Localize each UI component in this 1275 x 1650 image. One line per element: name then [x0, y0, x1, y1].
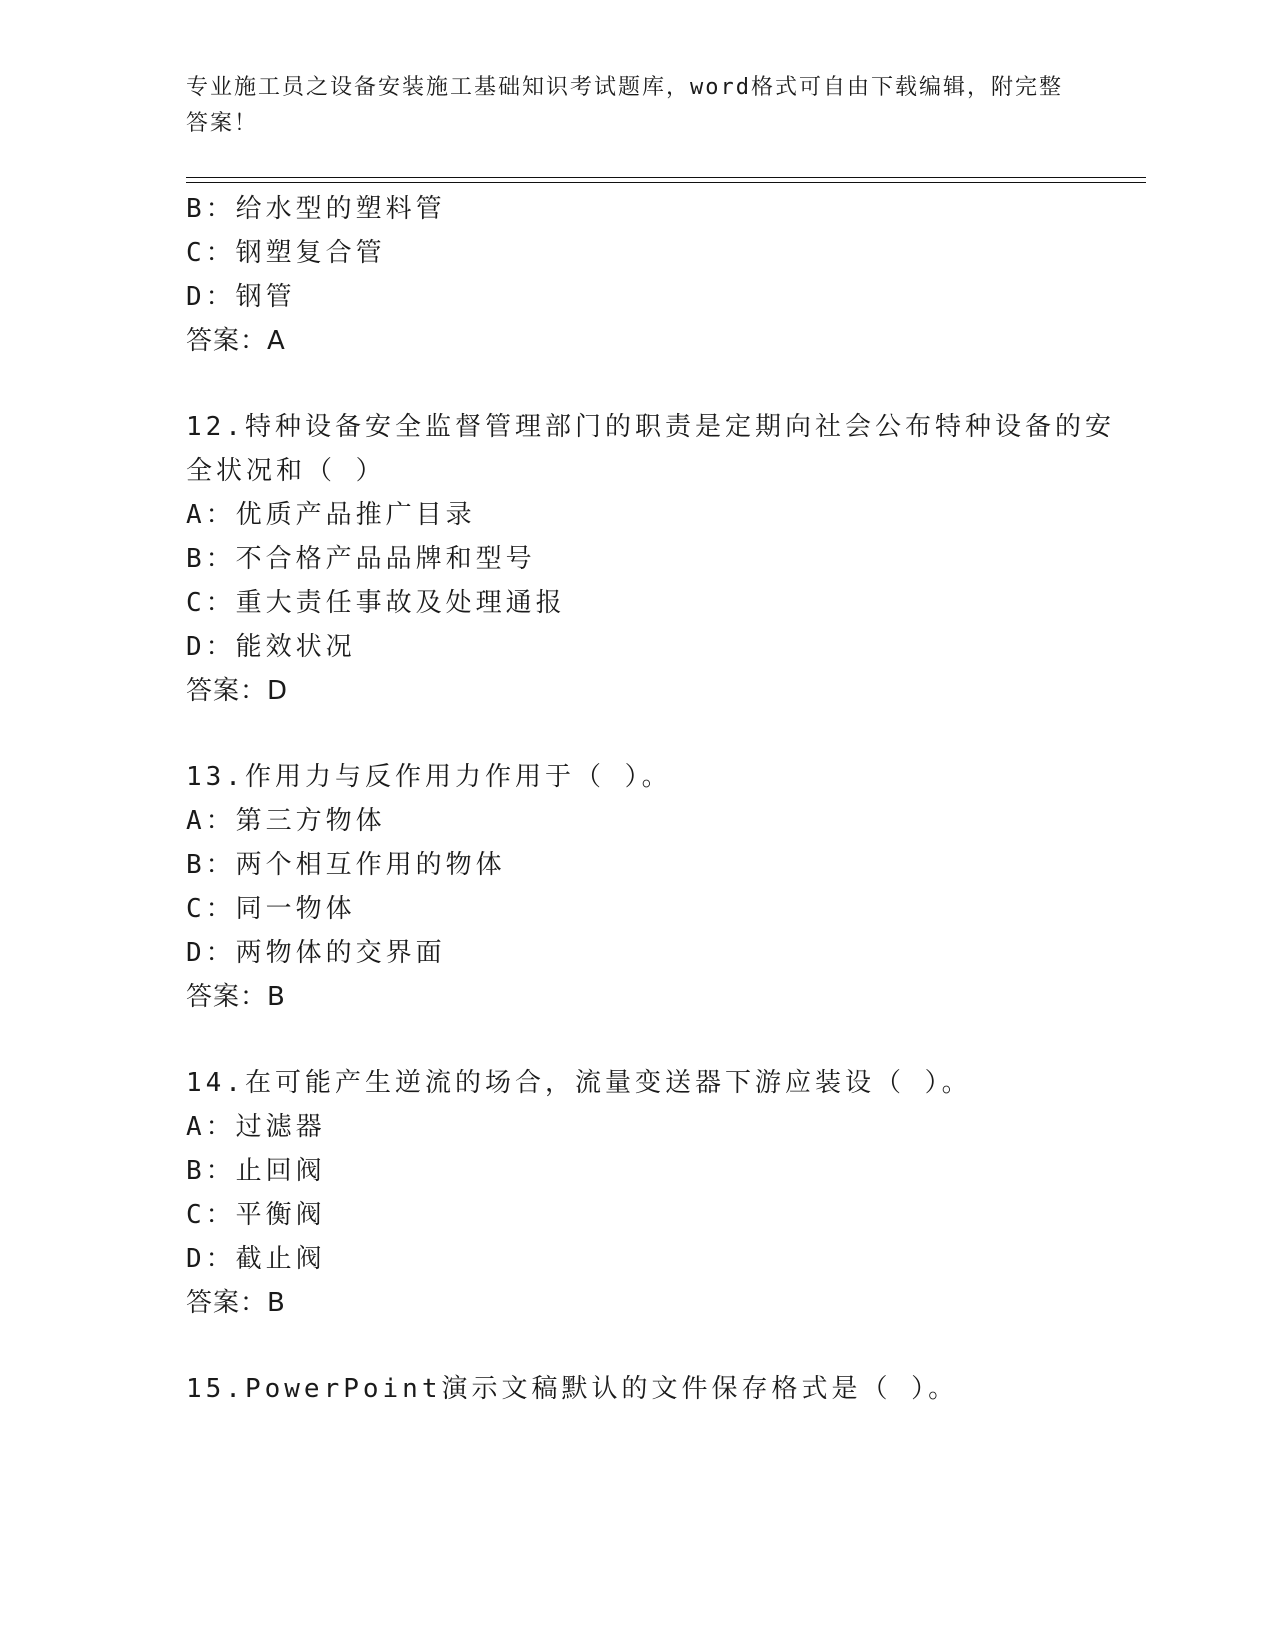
q14-option-c: C：平衡阀 [186, 1200, 326, 1230]
q13-question: 13.作用力与反作用力作用于（ ）。 [186, 762, 672, 792]
header-divider-bottom [186, 182, 1146, 183]
q12-option-a: A：优质产品推广目录 [186, 500, 476, 530]
q12-option-b: B：不合格产品品牌和型号 [186, 544, 536, 574]
q13-option-a: A：第三方物体 [186, 806, 386, 836]
q12-answer: 答案：D [186, 676, 289, 706]
q12-option-d: D：能效状况 [186, 632, 356, 662]
q14-option-d: D：截止阀 [186, 1244, 326, 1274]
q11-option-d: D：钢管 [186, 282, 296, 312]
q11-answer: 答案：A [186, 326, 286, 356]
q11-option-c: C：钢塑复合管 [186, 238, 386, 268]
header-divider-top [186, 177, 1146, 178]
q14-question: 14.在可能产生逆流的场合，流量变送器下游应装设（ ）。 [186, 1068, 972, 1098]
q14-answer: 答案：B [186, 1288, 286, 1318]
q11-option-b: B：给水型的塑料管 [186, 194, 446, 224]
q12-question-line1: 12.特种设备安全监督管理部门的职责是定期向社会公布特种设备的安 [186, 412, 1115, 442]
q13-option-d: D：两物体的交界面 [186, 938, 446, 968]
document-header: 专业施工员之设备安装施工基础知识考试题库，word格式可自由下载编辑，附完整答案！ [186, 75, 1063, 136]
q14-option-b: B：止回阀 [186, 1156, 326, 1186]
q13-option-b: B：两个相互作用的物体 [186, 850, 506, 880]
q13-answer: 答案：B [186, 982, 286, 1012]
q12-option-c: C：重大责任事故及处理通报 [186, 588, 566, 618]
q14-option-a: A：过滤器 [186, 1112, 326, 1142]
q15-question: 15.PowerPoint演示文稿默认的文件保存格式是（ ）。 [186, 1374, 959, 1404]
q13-option-c: C：同一物体 [186, 894, 356, 924]
q12-question-line2: 全状况和（ ） [186, 456, 386, 486]
